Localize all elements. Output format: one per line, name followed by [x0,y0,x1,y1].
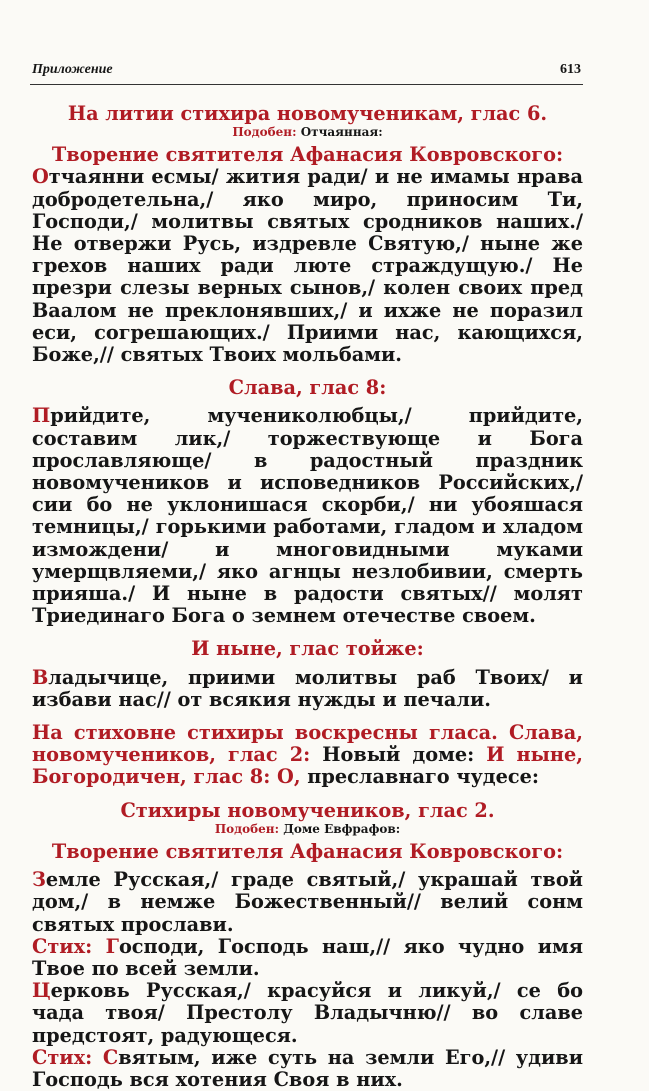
stichera-1 [32,166,583,366]
hymn-text: рийдите, мучениколюбцы,/ прийдите, составим лик,/ торжествующе и Бога прославляюще/ в радостный праздник новомучеников и исповедников Российских,/ сии бо не уклонишася скорби,/ ни убояшася темницы,/ горькими работами, гладом и хладом измождени/ и многовидными муками умерщвляеми,/ яко агнцы незлобивии, смерть прияша./ И ныне в радости святых// молят Триединаго Бога о земнем отечестве своем. [32,404,583,628]
initial-letter: П [32,404,51,428]
rubric-podoben-2: преславнаго чудесе: [307,765,540,789]
page-number: 613 [560,62,581,77]
verse-label: Стих: С [32,1045,119,1069]
podoben-label: Подобен: [232,125,297,140]
theotokion [32,667,583,711]
rubric-text: На стиховне стихиры воскресны гласа. Слава, новомучеников, глас 2: [32,721,583,767]
heading-stichera-2: Стихиры новомучеников, глас 2. [120,798,495,822]
rubric-podoben: Новый доме: [322,743,487,767]
podoben-line-2 [32,822,583,837]
podoben-label: Подобен: [214,821,280,836]
verse-2 [32,1047,583,1091]
verse-1 [32,936,583,980]
stichera-zemle [32,869,583,936]
hymn-text: емле Русская,/ граде святый,/ украшай твой дом,/ в немже Божественный// велий сонм святых прослави. [32,868,583,936]
stichera-tserkov [32,980,583,1047]
rubric-aposticha [32,722,583,789]
hymn-text: тчаянни есмы/ жития ради/ и не имамы нрава добродетельна,/ яко миро, приносим Ти, Господи,/ молитвы святых сродников наших./ Не отвержи Русь, издревле Святую,/ ныне же грехов наших ради люте страждущую./ Не презри слезы верных сынов,/ колен своих пред Ваалом не преклонявших,/ и ихже не поразил еси, согрешающих./ Приими нас, кающихся, Боже,// святых Твоих мольбами. [32,165,583,367]
heading-author-2: Творение святителя Афанасия Ковровского: [51,839,564,863]
initial-letter: О [32,165,49,189]
podoben-value: Доме Евфрафов: [283,821,401,836]
podoben-value: Отчаянная: [300,125,383,140]
verse-text: осподи, Господь наш,// яко чудно имя Твое по всей земли. [32,934,583,980]
section-title: Приложение [32,62,113,77]
heading-slava: Слава, глас 8: [228,376,387,400]
heading-i-nyne: И ныне, глас тойже: [191,637,424,661]
running-header [30,62,583,85]
verse-text: вятым, иже суть на земли Его,// удиви Господь вся хотения Своя в них. [32,1045,583,1091]
initial-letter: З [32,868,46,892]
liturgical-text [32,103,583,1091]
hymn-text: ерковь Русская,/ красуйся и ликуй,/ се бо чада твоя/ Престолу Владычню// во славе предстоят, радующеся. [32,979,583,1047]
podoben-line [32,125,583,140]
initial-letter: В [32,665,49,689]
stichera-slava [32,405,583,627]
hymn-text: ладычице, приими молитвы раб Твоих/ и избави нас// от всякия нужды и печали. [32,665,583,711]
heading-author: Творение святителя Афанасия Ковровского: [51,143,564,167]
verse-label: Стих: Г [32,934,119,958]
heading-litiya: На литии стихира новомученикам, глас 6. [67,102,548,125]
initial-letter: Ц [32,979,51,1003]
rubric-text-2: И ныне, Богородичен, глас 8: О, [32,743,584,789]
